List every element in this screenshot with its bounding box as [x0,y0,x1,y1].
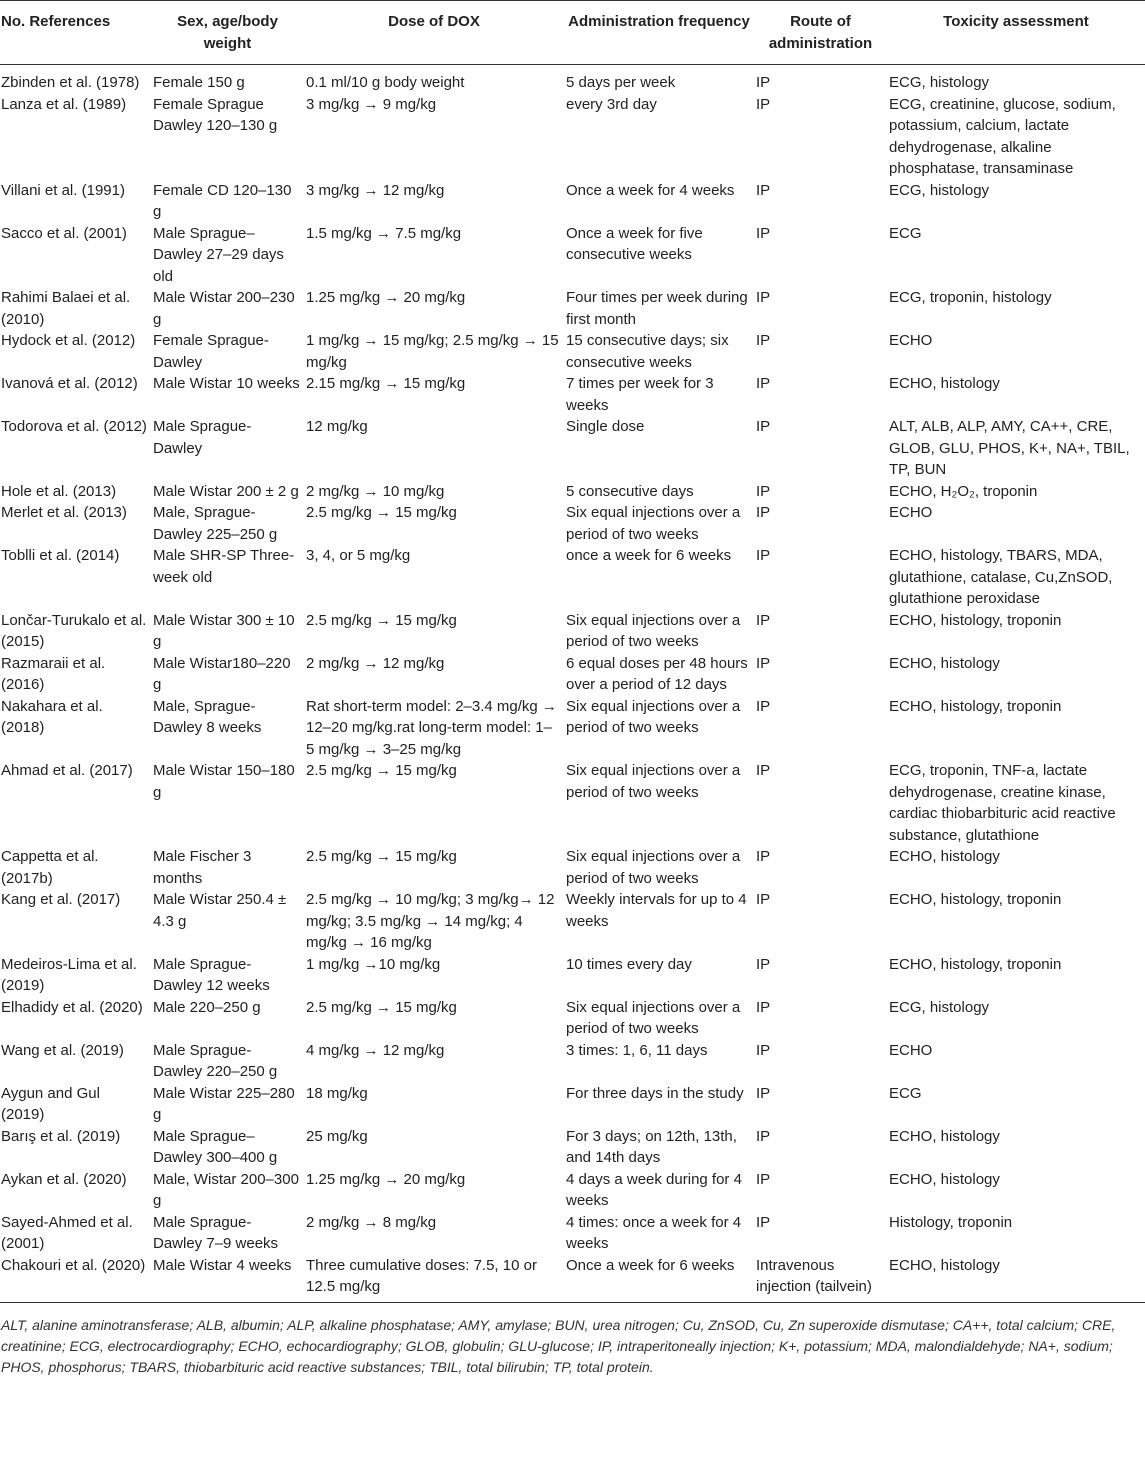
reference-cell: Chakouri et al. (2020) [0,1255,151,1303]
table-row [0,481,1145,503]
sex-age-weight-cell: Male Sprague-Dawley 220–250 g [153,1041,278,1080]
dose-cell: Rat short-term model: 2–3.4 mg/kg → 12–20 mg/kg.rat long-term model: 1–5 mg/kg → 3–25 mg/kg [306,697,557,758]
route-cell: IP [756,289,771,306]
table-row [0,545,1145,610]
toxicity-cell: ECG, histology [889,998,990,1016]
toxicity-cell: ECHO, histology [889,654,1000,672]
route-cell: IP [756,1170,771,1188]
frequency-cell: Once a week for 6 weeks [564,1255,754,1303]
reference-cell: Aygun and Gul (2019) [1,1084,100,1123]
reference-cell: Aykan et al. (2020) [1,1170,127,1188]
table-row [0,1083,1145,1126]
dose-cell: 2 mg/kg → 10 mg/kg [306,482,445,500]
table-row [0,889,1145,954]
sex-age-weight-cell: Female CD 120–130 g [153,181,292,220]
header-dose: Dose of DOX [304,1,564,65]
toxicity-cell: ECHO, histology [889,1170,1000,1188]
dose-cell: 2 mg/kg → 12 mg/kg [306,654,445,672]
route-cell: IP [756,482,771,500]
sex-age-weight-cell: Male Wistar 10 weeks [153,375,300,392]
reference-cell: Nakahara et al. (2018) [1,697,103,736]
reference-cell: Kang et al. (2017) [1,891,121,908]
toxicity-cell: ECHO, histology [889,848,1000,865]
dose-cell: Three cumulative doses: 7.5, 10 or 12.5 mg/kg [304,1255,564,1303]
reference-cell: Zbinden et al. (1978) [1,74,140,91]
table-row [0,287,1145,330]
table-row [0,373,1145,416]
toxicity-cell: ECHO, histology [889,375,1000,392]
frequency-cell: Single dose [566,418,645,435]
frequency-cell: 7 times per week for 3 weeks [566,375,714,414]
table-row [0,1040,1145,1083]
route-cell: IP [756,891,771,908]
toxicity-cell: ECHO, histology [887,1255,1145,1303]
frequency-cell: 4 days a week during for 4 weeks [566,1170,742,1209]
frequency-cell: 4 times: once a week for 4 weeks [566,1213,742,1252]
dose-cell: 3, 4, or 5 mg/kg [306,547,411,564]
frequency-cell: For three days in the study [566,1084,744,1102]
dose-cell: 4 mg/kg → 12 mg/kg [306,1041,445,1059]
dose-cell: 1 mg/kg → 15 mg/kg; 2.5 mg/kg → 15 mg/kg [306,332,559,371]
sex-age-weight-cell: Male Wistar 200 ± 2 g [153,482,299,500]
dose-cell: 2 mg/kg → 8 mg/kg [306,1213,437,1231]
reference-cell: Rahimi Balaei et al. (2010) [1,289,131,328]
route-cell: IP [756,697,771,715]
toxicity-cell: ECG [889,1084,922,1102]
sex-age-weight-cell: Male Wistar 150–180 g [153,762,295,801]
reference-cell: Lanza et al. (1989) [1,95,127,113]
route-cell: IP [756,1127,771,1145]
reference-cell: Medeiros-Lima et al. (2019) [1,955,137,994]
toxicity-cell: ECHO, histology, troponin [889,891,1062,908]
frequency-cell: Six equal injections over a period of two weeks [566,611,741,650]
reference-cell: Sacco et al. (2001) [1,224,127,242]
frequency-cell: 5 days per week [566,74,676,91]
route-cell: IP [756,375,771,392]
reference-cell: Lončar-Turukalo et al. (2015) [1,611,147,650]
frequency-cell: Six equal injections over a period of two weeks [566,998,741,1037]
reference-cell: Merlet et al. (2013) [1,504,127,521]
sex-age-weight-cell: Male Wistar 300 ± 10 g [153,611,295,650]
route-cell: IP [756,1213,771,1231]
dose-cell: 3 mg/kg → 12 mg/kg [306,181,445,199]
frequency-cell: For 3 days; on 12th, 13th, and 14th days [566,1127,737,1166]
frequency-cell: Once a week for five consecutive weeks [566,224,703,263]
frequency-cell: Six equal injections over a period of two weeks [566,762,741,801]
table-row [0,1212,1145,1255]
frequency-cell: Six equal injections over a period of two weeks [566,848,741,887]
table-row [0,760,1145,846]
table-row [0,1255,1145,1303]
table-row [0,223,1145,288]
reference-cell: Razmaraii et al. (2016) [1,654,106,693]
toxicity-cell: ECG, creatinine, glucose, sodium, potassium, calcium, lactate dehydrogenase, alkaline phosphatase, transaminase [889,95,1116,177]
reference-cell: Todorova et al. (2012) [1,418,147,435]
sex-age-weight-cell: Female 150 g [153,74,245,91]
sex-age-weight-cell: Male Sprague–Dawley 27–29 days old [153,224,284,285]
frequency-cell: 10 times every day [566,955,692,973]
sex-age-weight-cell: Male Sprague-Dawley 12 weeks [153,955,270,994]
toxicity-cell: ECG [889,224,922,242]
toxicity-cell: ECG, troponin, TNF-a, lactate dehydrogenase, creatine kinase, cardiac thiobarbituric acid reactive substance, glutathione [889,762,1116,844]
dose-cell: 18 mg/kg [306,1084,368,1102]
reference-cell: Villani et al. (1991) [1,181,125,199]
route-cell: IP [756,418,771,435]
frequency-cell: Six equal injections over a period of two weeks [566,504,741,543]
sex-age-weight-cell: Male Sprague–Dawley 300–400 g [153,1127,278,1166]
route-cell: IP [756,611,771,629]
sex-age-weight-cell: Male 220–250 g [153,998,261,1016]
toxicity-cell: ECHO [889,504,933,521]
toxicity-cell: ECG, histology [889,74,990,91]
reference-cell: Ivanová et al. (2012) [1,375,138,392]
route-cell: IP [756,74,771,91]
header-row [0,1,1145,65]
dose-cell: 2.5 mg/kg → 10 mg/kg; 3 mg/kg→ 12 mg/kg; 3.5 mg/kg → 14 mg/kg; 4 mg/kg → 16 mg/kg [306,891,555,951]
route-cell: IP [756,955,771,973]
table-header [0,1,1145,65]
sex-age-weight-cell: Male Wistar 4 weeks [151,1255,304,1303]
route-cell: IP [756,654,771,672]
toxicity-cell: ECHO, H₂O₂, troponin [889,482,1038,500]
toxicity-cell: ECG, troponin, histology [889,289,1052,306]
route-cell: IP [756,224,771,242]
toxicity-cell: ECHO, histology, TBARS, MDA, glutathione, catalase, Cu,ZnSOD, glutathione peroxidase [889,547,1113,607]
sex-age-weight-cell: Male Wistar 250.4 ± 4.3 g [153,891,287,930]
table-row [0,846,1145,889]
route-cell: Intravenous injection (tailvein) [754,1255,887,1303]
toxicity-cell: ECHO, histology, troponin [889,697,1062,715]
frequency-cell: 6 equal doses per 48 hours over a period of 12 days [566,654,748,693]
reference-cell: Sayed-Ahmed et al. (2001) [1,1213,133,1252]
toxicity-cell: ECG, histology [889,181,990,199]
dose-cell: 25 mg/kg [306,1127,368,1145]
route-cell: IP [756,547,771,564]
sex-age-weight-cell: Male Sprague-Dawley 7–9 weeks [153,1213,279,1252]
table-row [0,954,1145,997]
table-row [0,1126,1145,1169]
toxicity-cell: ALT, ALB, ALP, AMY, CA++, CRE, GLOB, GLU, PHOS, K+, NA+, TBIL, TP, BUN [889,418,1130,478]
frequency-cell: Once a week for 4 weeks [566,181,735,199]
route-cell: IP [756,848,771,865]
sex-age-weight-cell: Male Sprague-Dawley [153,418,252,457]
dose-cell: 2.15 mg/kg → 15 mg/kg [306,375,466,392]
sex-age-weight-cell: Female Sprague Dawley 120–130 g [153,95,278,134]
table-row [0,330,1145,373]
reference-cell: Cappetta et al. (2017b) [1,848,99,887]
dose-cell: 3 mg/kg → 9 mg/kg [306,95,437,113]
toxicity-cell: Histology, troponin [889,1213,1013,1231]
table-row [0,696,1145,761]
sex-age-weight-cell: Male, Sprague-Dawley 8 weeks [153,697,262,736]
dose-cell: 2.5 mg/kg → 15 mg/kg [306,611,457,629]
frequency-cell: 5 consecutive days [566,482,694,500]
table-row [0,653,1145,696]
sex-age-weight-cell: Male SHR-SP Three-week old [153,547,295,586]
header-route: Route of administration [754,1,887,65]
toxicity-cell: ECHO, histology, troponin [889,611,1062,629]
reference-cell: Hole et al. (2013) [1,482,117,500]
table-row [0,502,1145,545]
dose-cell: 2.5 mg/kg → 15 mg/kg [306,504,457,521]
reference-cell: Hydock et al. (2012) [1,332,136,349]
header-references: No. References [0,1,151,65]
table-row [0,416,1145,481]
table-footnote: ALT, alanine aminotransferase; ALB, albumin; ALP, alkaline phosphatase; AMY, amylase; BUN, urea nitrogen; Cu, ZnSOD, Cu, Zn superoxide dismutase; CA++, total calcium; CRE, creatinine; ECG, electrocardiography; ECHO, echocardiography; GLOB, globulin; GLU-glucose; IP, intraperitoneally injection; K+, potassium; MDA, malondialdehyde; NA+, sodium; PHOS, phosphorus; TBARS, thiobarbituric acid reactive substances; TBIL, total bilirubin; TP, total protein. [1,1316,1116,1375]
table-row [0,997,1145,1040]
toxicity-cell: ECHO [889,332,933,349]
dose-cell: 12 mg/kg [306,418,368,435]
header-frequency: Administration frequency [564,1,754,65]
route-cell: IP [756,762,771,779]
sex-age-weight-cell: Male Fischer 3 months [153,848,252,887]
route-cell: IP [756,181,771,199]
sex-age-weight-cell: Male Wistar180–220 g [153,654,291,693]
dose-cell: 1.25 mg/kg → 20 mg/kg [306,1170,466,1188]
header-toxicity: Toxicity assessment [887,1,1145,65]
frequency-cell: Six equal injections over a period of two weeks [566,697,741,736]
sex-age-weight-cell: Male Wistar 200–230 g [153,289,295,328]
dose-cell: 1.5 mg/kg → 7.5 mg/kg [306,224,462,242]
header-sex-age-weight: Sex, age/body weight [151,1,304,65]
route-cell: IP [756,1084,771,1102]
frequency-cell: 15 consecutive days; six consecutive weeks [566,332,729,371]
reference-cell: Ahmad et al. (2017) [1,762,133,779]
route-cell: IP [756,998,771,1016]
reference-cell: Toblli et al. (2014) [1,547,120,564]
table-row [0,610,1145,653]
sex-age-weight-cell: Female Sprague-Dawley [153,332,269,371]
toxicity-cell: ECHO [889,1041,933,1059]
route-cell: IP [756,95,771,113]
frequency-cell: once a week for 6 weeks [566,547,732,564]
table-row [0,94,1145,180]
frequency-cell: Four times per week during first month [566,289,748,328]
dose-cell: 2.5 mg/kg → 15 mg/kg [306,998,457,1016]
table-row [0,180,1145,223]
dose-cell: 2.5 mg/kg → 15 mg/kg [306,762,457,779]
table-body [0,65,1145,1303]
table-row [0,65,1145,94]
dose-cell: 1 mg/kg →10 mg/kg [306,955,441,973]
dose-cell: 0.1 ml/10 g body weight [306,74,465,91]
reference-cell: Elhadidy et al. (2020) [1,998,143,1016]
frequency-cell: Weekly intervals for up to 4 weeks [566,891,747,930]
route-cell: IP [756,332,771,349]
reference-cell: Barış et al. (2019) [1,1127,121,1145]
reference-cell: Wang et al. (2019) [1,1041,124,1059]
route-cell: IP [756,504,771,521]
sex-age-weight-cell: Male, Sprague-Dawley 225–250 g [153,504,278,543]
sex-age-weight-cell: Male, Wistar 200–300 g [153,1170,299,1209]
frequency-cell: 3 times: 1, 6, 11 days [566,1041,708,1059]
toxicity-cell: ECHO, histology, troponin [889,955,1062,973]
frequency-cell: every 3rd day [566,95,657,113]
route-cell: IP [756,1041,771,1059]
toxicity-cell: ECHO, histology [889,1127,1000,1145]
sex-age-weight-cell: Male Wistar 225–280 g [153,1084,295,1123]
dose-cell: 1.25 mg/kg → 20 mg/kg [306,289,466,306]
table-row [0,1169,1145,1212]
dose-cell: 2.5 mg/kg → 15 mg/kg [306,848,457,865]
